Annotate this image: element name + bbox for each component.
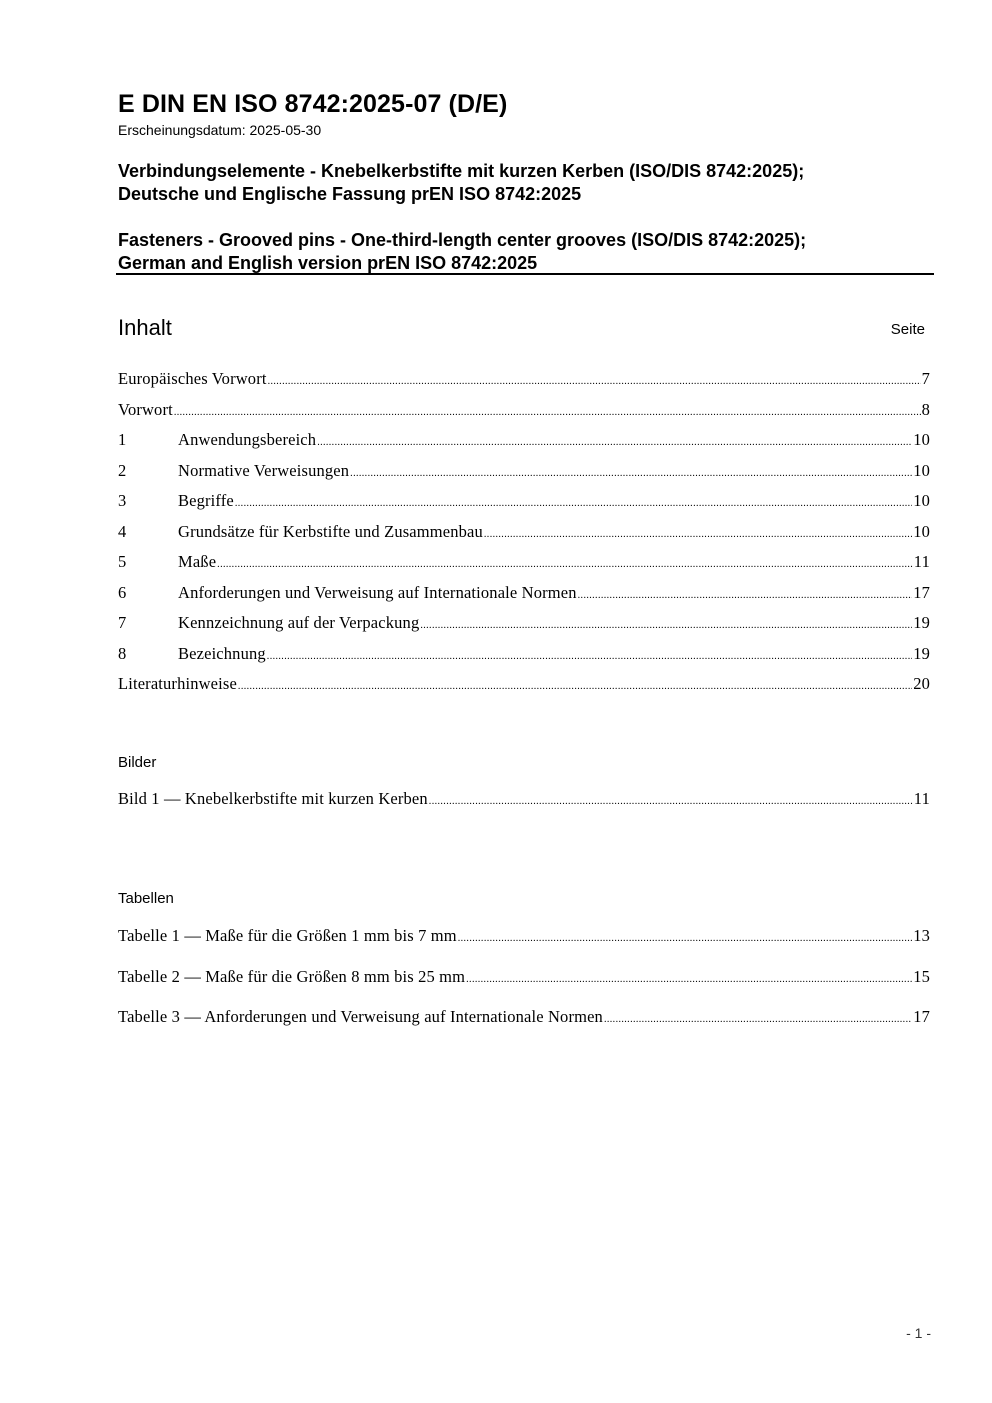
toc-entry-page: 10: [913, 521, 930, 541]
title-german-line-2: Deutsche und Englische Fassung prEN ISO 8742:2025: [118, 184, 582, 204]
title-divider: [116, 273, 934, 275]
table-entry[interactable]: [118, 967, 930, 1008]
toc-entry-number: 6: [118, 582, 127, 602]
toc-entry-number: 8: [118, 643, 127, 663]
tables-section-label: Tabellen: [118, 890, 174, 907]
toc-entry[interactable]: [118, 583, 930, 614]
toc-entry-page: 10: [913, 460, 930, 480]
toc-entry-title: Normative Verweisungen: [178, 460, 350, 480]
toc-entry-title: Literaturhinweise: [118, 674, 237, 693]
toc-leader-dots: [350, 468, 912, 479]
title-german: [118, 160, 804, 206]
toc-leader-dots: [466, 974, 912, 985]
toc-entry-page: 19: [913, 643, 930, 663]
toc-entry[interactable]: [118, 674, 930, 705]
figure-entry[interactable]: [118, 789, 930, 820]
toc-entry-title: Maße: [178, 552, 217, 571]
title-english-line-1: Fasteners - Grooved pins - One-third-length center grooves (ISO/DIS 8742:2025);: [118, 230, 807, 250]
toc-leader-dots: [238, 681, 912, 692]
toc-entry-number: 3: [118, 491, 127, 510]
toc-entry-title: Europäisches Vorwort: [118, 369, 267, 388]
toc-heading: Inhalt: [118, 315, 172, 340]
table-entry[interactable]: [118, 926, 930, 967]
toc-leader-dots: [317, 437, 912, 448]
toc-entry-title: Bezeichnung: [178, 643, 266, 663]
figures-list: [118, 789, 930, 820]
toc-leader-dots: [420, 620, 912, 631]
figure-entry-title: Bild 1 — Knebelkerbstifte mit kurzen Kerben: [118, 789, 428, 808]
toc-leader-dots: [484, 529, 912, 540]
toc-entry[interactable]: [118, 522, 930, 553]
toc-entry-number: 1: [118, 430, 127, 449]
toc-leader-dots: [429, 796, 913, 807]
table-entry-page: 15: [913, 966, 930, 986]
document-id: E DIN EN ISO 8742:2025-07 (D/E): [118, 90, 508, 118]
toc-entry-page: 10: [913, 491, 930, 510]
toc-entry[interactable]: [118, 461, 930, 492]
toc-leader-dots: [578, 590, 913, 601]
toc-entry[interactable]: [118, 430, 930, 461]
toc-entry-title: Grundsätze für Kerbstifte und Zusammenbau: [178, 521, 483, 541]
toc-leader-dots: [268, 376, 921, 387]
toc-entry-page: 11: [913, 552, 930, 571]
toc-entry-page: 8: [921, 399, 930, 419]
toc-entry-page: 20: [913, 674, 930, 693]
toc-entry[interactable]: [118, 369, 930, 400]
toc-leader-dots: [174, 407, 921, 418]
toc-leader-dots: [235, 498, 912, 509]
table-entry-title: Tabelle 3 — Anforderungen und Verweisung auf Internationale Normen: [118, 1007, 603, 1026]
toc-entry[interactable]: [118, 552, 930, 583]
toc-entry-title: Vorwort: [118, 399, 173, 419]
title-german-line-1: Verbindungselemente - Knebelkerbstifte mit kurzen Kerben (ISO/DIS 8742:2025);: [118, 161, 805, 181]
figures-section-label: Bilder: [118, 754, 157, 771]
table-entry-page: 17: [913, 1007, 930, 1026]
toc-entry[interactable]: [118, 400, 930, 431]
toc-entry-title: Kennzeichnung auf der Verpackung: [178, 613, 420, 632]
toc-entry-number: 2: [118, 460, 127, 480]
toc-entry-page: 17: [913, 582, 930, 602]
toc-entry-page: 7: [921, 369, 930, 388]
tables-list: [118, 926, 930, 1048]
publication-date: Erscheinungsdatum: 2025-05-30: [118, 122, 322, 138]
toc-entry-title: Begriffe: [178, 491, 234, 510]
toc-entry-page: 10: [913, 430, 930, 449]
toc-leader-dots: [458, 933, 912, 944]
table-entry[interactable]: [118, 1007, 930, 1048]
toc-entry[interactable]: [118, 491, 930, 522]
toc-entry-number: 7: [118, 613, 127, 632]
table-entry-title: Tabelle 1 — Maße für die Größen 1 mm bis 7 mm: [118, 926, 457, 945]
toc-entry-title: Anwendungsbereich: [178, 430, 317, 449]
toc-entry-title: Anforderungen und Verweisung auf Internationale Normen: [178, 582, 577, 602]
toc-entry-number: 4: [118, 521, 127, 541]
toc-entry[interactable]: [118, 613, 930, 644]
toc-leader-dots: [267, 651, 912, 662]
toc-list: [118, 369, 930, 705]
toc-leader-dots: [217, 559, 913, 570]
toc-entry-page: 19: [913, 613, 930, 632]
title-english: [118, 229, 806, 275]
title-english-line-2: German and English version prEN ISO 8742:2025: [118, 253, 538, 273]
toc-leader-dots: [604, 1014, 912, 1025]
figure-entry-page: 11: [913, 789, 930, 808]
table-entry-page: 13: [913, 926, 930, 945]
table-entry-title: Tabelle 2 — Maße für die Größen 8 mm bis 25 mm: [118, 966, 466, 986]
page-number: - 1 -: [906, 1325, 931, 1341]
toc-entry-number: 5: [118, 552, 127, 571]
page-column-label: Seite: [890, 321, 925, 338]
toc-entry[interactable]: [118, 644, 930, 675]
